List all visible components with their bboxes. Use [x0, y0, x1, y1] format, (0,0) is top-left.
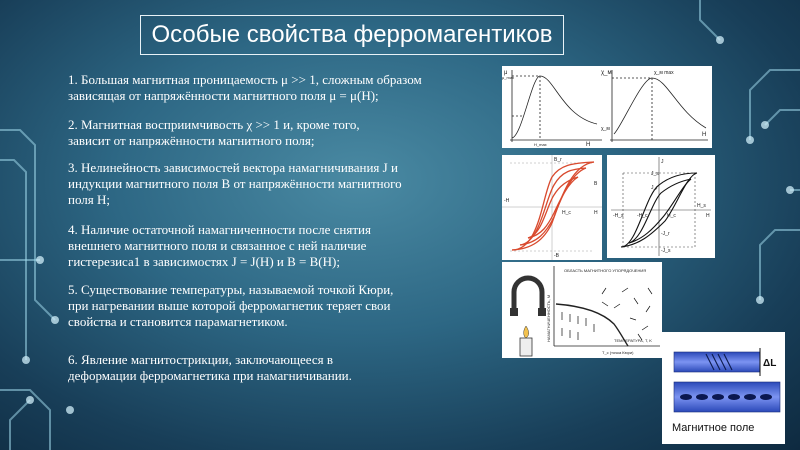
property-item-3: [68, 160, 402, 208]
mu-h-label: Н: [586, 142, 591, 148]
item-line: 2. Магнитная восприимчивость χ >> 1 и, кроме того,: [68, 117, 360, 132]
item-line: 5. Существование температуры, называемой точкой Кюри,: [68, 282, 394, 297]
slide-title: Особые свойства ферромагентиков: [140, 15, 564, 55]
hc-label-right: H_c: [667, 213, 676, 219]
js-label: J_s: [651, 171, 659, 177]
hmax-label: H_max: [534, 142, 547, 147]
jr-label: J_r: [651, 185, 658, 191]
mu-max-label: μ_max: [502, 75, 515, 80]
mu-axis-label: μ: [504, 70, 508, 76]
magnetization-axis-label: НАМАГНИЧЕННОСТЬ, М: [546, 294, 551, 342]
h-label: H: [594, 210, 598, 216]
chi-axis-label: χ_м: [601, 70, 612, 76]
region-label: ОБЛАСТЬ МАГНИТНОГО УПОРЯДОЧЕНИЯ: [564, 268, 647, 273]
item-line: деформации ферромагнетика при намагничивании.: [68, 368, 352, 383]
item-line: 4. Наличие остаточной намагниченности после снятия: [68, 222, 371, 237]
item-line: зависит от напряжённости магнитного поля;: [68, 133, 315, 148]
item-line: поля Н;: [68, 192, 111, 207]
chi-max-label: χ_м max: [654, 70, 674, 76]
item-line: 6. Явление магнитострикции, заключающееся в: [68, 352, 334, 367]
item-line: внешнего магнитного поля и связанное с ней наличие: [68, 238, 367, 253]
item-line: зависящая от напряжённости магнитного поля μ = μ(H);: [68, 88, 379, 103]
hc-label: H_c: [562, 210, 571, 216]
property-item-4: [68, 222, 371, 270]
chi-corner-label: χ_м: [601, 126, 610, 132]
neg-h-label: -H: [504, 198, 510, 204]
j-label: J: [661, 159, 664, 165]
item-line: гистерезиса1 в зависимостях J = J(H) и B = B(H);: [68, 254, 340, 269]
hs-label: H_s: [697, 203, 706, 209]
h-axis-label-right: H: [706, 213, 710, 219]
neg-hc-label: -H_c: [637, 213, 648, 219]
item-line: 3. Нелинейность зависимостей вектора намагничивания J и: [68, 160, 398, 175]
chi-h-label: H: [702, 132, 707, 138]
property-item-6: [68, 352, 352, 384]
b-label: B: [594, 181, 598, 187]
neg-js-label: -J_s: [661, 248, 671, 254]
item-line: свойства и становится парамагнетиком.: [68, 314, 288, 329]
neg-b-label: -B: [554, 253, 559, 259]
hysteresis-black-figure: [607, 155, 715, 258]
curie-figure: [502, 262, 662, 358]
item-line: индукции магнитного поля В от напряжённости магнитного: [68, 176, 402, 191]
neg-jr-label: -J_r: [661, 231, 670, 237]
item-line: при нагревании выше которой ферромагнетик теряет свои: [68, 298, 391, 313]
temperature-axis-label: ТЕМПЕРАТУРА, T, K: [614, 338, 652, 343]
magnetic-field-caption: Магнитное поле: [672, 422, 755, 434]
magnetostriction-figure: [662, 332, 785, 444]
property-item-5: [68, 282, 393, 330]
hysteresis-red-figure: [502, 155, 602, 260]
mu-chi-figure: [502, 66, 712, 148]
delta-l-label: ΔL: [763, 358, 777, 369]
br-label: B_r: [554, 157, 562, 163]
item-line: 1. Большая магнитная проницаемость μ >> 1, сложным образом: [68, 72, 422, 87]
property-item-2: [68, 117, 360, 149]
curie-point-label: T_c (точка Кюри): [602, 350, 634, 355]
neg-hs-label: -H_s: [613, 213, 624, 219]
property-item-1: [68, 72, 422, 104]
